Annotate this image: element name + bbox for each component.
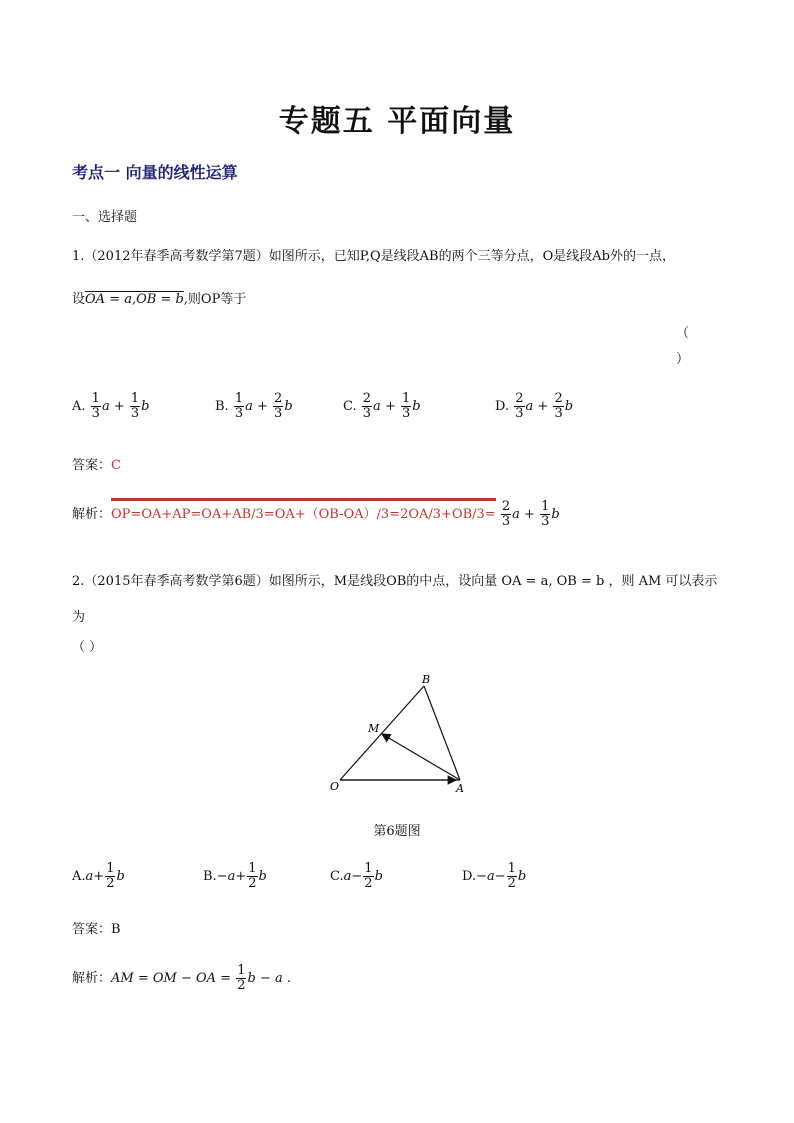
answer-value: C xyxy=(111,458,121,473)
subsection-heading: 一、选择题 xyxy=(72,210,138,225)
fraction: $\frac{1}{3}$ xyxy=(91,391,100,421)
segment-ob xyxy=(340,686,424,780)
option-label: A. xyxy=(72,869,86,884)
q1-option-c[interactable]: C. $\frac{2}{3}$ a + $\frac{1}{3}$ b xyxy=(343,391,421,421)
fraction: $\frac{1}{3}$ xyxy=(401,391,411,421)
option-expr: a− xyxy=(343,869,363,884)
q1-stem-prefix: 设 xyxy=(72,292,86,307)
fraction: $\frac{1}{2}$ xyxy=(507,861,516,891)
analysis-text: AM = OM − OA = xyxy=(111,971,236,986)
fraction: $\frac{2}{3}$ xyxy=(554,391,563,421)
option-expr: −a− xyxy=(476,869,506,884)
q2-option-d[interactable]: D.−a− $\frac{1}{2}$ b xyxy=(462,861,527,891)
q2-stem-line2: 为 xyxy=(72,610,86,625)
q2-option-a[interactable]: A.a+ $\frac{1}{2}$ b xyxy=(72,861,125,891)
label-o: O xyxy=(330,780,340,793)
q1-paren-open: （ xyxy=(676,326,690,341)
segment-ab xyxy=(424,686,460,780)
analysis-tail: b − a . xyxy=(247,971,291,986)
q1-answer xyxy=(72,454,121,473)
q1-option-d[interactable]: D. $\frac{2}{3}$ a + $\frac{2}{3}$ b xyxy=(495,391,574,421)
q1-stem-suffix: ,则OP等于 xyxy=(183,292,247,307)
option-label: D. xyxy=(495,399,510,414)
vector-am xyxy=(382,734,460,780)
fraction: $\frac{2}{3}$ xyxy=(515,391,524,421)
fraction: $\frac{1}{3}$ xyxy=(541,499,550,529)
answer-value: B xyxy=(111,922,121,937)
q1-option-b[interactable]: B. $\frac{1}{3}$ a + $\frac{2}{3}$ b xyxy=(215,391,293,421)
q1-stem-line2 xyxy=(72,288,246,307)
figure-caption: 第6题图 xyxy=(373,824,421,839)
analysis-label: 解析： xyxy=(72,507,112,522)
option-expr: −a+ xyxy=(216,869,247,884)
q2-option-c[interactable]: C.a− $\frac{1}{2}$ b xyxy=(330,861,383,891)
label-m: M xyxy=(368,722,380,735)
fraction: $\frac{1}{2}$ xyxy=(364,861,373,891)
q1-paren-close: ） xyxy=(676,352,690,367)
q1-option-a[interactable]: A. $\frac{1}{3}$ a + $\frac{1}{3}$ b xyxy=(72,391,150,421)
q1-analysis: 解析：OP=OA+AP=OA+AB/3=OA+（OB-OA）/3=2OA/3+OB/3= $\frac{2}{3}$ a + $\frac{1}{3}$ b xyxy=(72,499,560,529)
label-b: B xyxy=(422,673,431,686)
answer-label: 答案： xyxy=(72,458,112,473)
fraction: $\frac{1}{2}$ xyxy=(106,861,115,891)
q2-paren: （ ） xyxy=(72,640,103,655)
option-label: B. xyxy=(203,869,217,884)
page-title: 专题五 平面向量 xyxy=(278,104,516,139)
option-label: C. xyxy=(343,399,357,414)
option-label: D. xyxy=(462,869,477,884)
q2-analysis xyxy=(72,964,291,993)
q1-stem-math: OA = a,OB = b xyxy=(85,292,184,307)
option-label: B. xyxy=(215,399,229,414)
fraction: $\frac{1}{3}$ xyxy=(130,391,140,421)
fraction: $\frac{1}{3}$ xyxy=(234,391,244,421)
section-heading: 考点一 向量的线性运算 xyxy=(72,163,238,182)
analysis-label: 解析： xyxy=(72,971,112,986)
q1-stem-line1: 1.（2012年春季高考数学第7题）如图所示，已知P,Q是线段AB的两个三等分点，O是线段Ab外的一点， xyxy=(72,249,675,264)
fraction: $\frac{2}{3}$ xyxy=(362,391,372,421)
option-label: C. xyxy=(330,869,344,884)
q2-stem-line1: 2.（2015年春季高考数学第6题）如图所示，M是线段OB的中点，设向量 OA = a, OB = b ，则 AM 可以表示 xyxy=(72,574,718,589)
q2-triangle-figure xyxy=(320,668,480,798)
q2-option-b[interactable]: B.−a+ $\frac{1}{2}$ b xyxy=(203,861,267,891)
option-label: A. xyxy=(72,399,86,414)
fraction: $\frac{2}{3}$ xyxy=(501,499,511,529)
answer-label: 答案： xyxy=(72,922,112,937)
label-a: A xyxy=(456,782,464,795)
analysis-text: OP=OA+AP=OA+AB/3=OA+（OB-OA）/3=2OA/3+OB/3= xyxy=(111,503,496,522)
q2-answer xyxy=(72,918,121,937)
fraction: $\frac{1}{2}$ xyxy=(248,861,257,891)
fraction: $\frac{1}{2}$ xyxy=(237,963,246,993)
fraction: $\frac{2}{3}$ xyxy=(274,391,283,421)
option-expr: a+ xyxy=(85,869,105,884)
